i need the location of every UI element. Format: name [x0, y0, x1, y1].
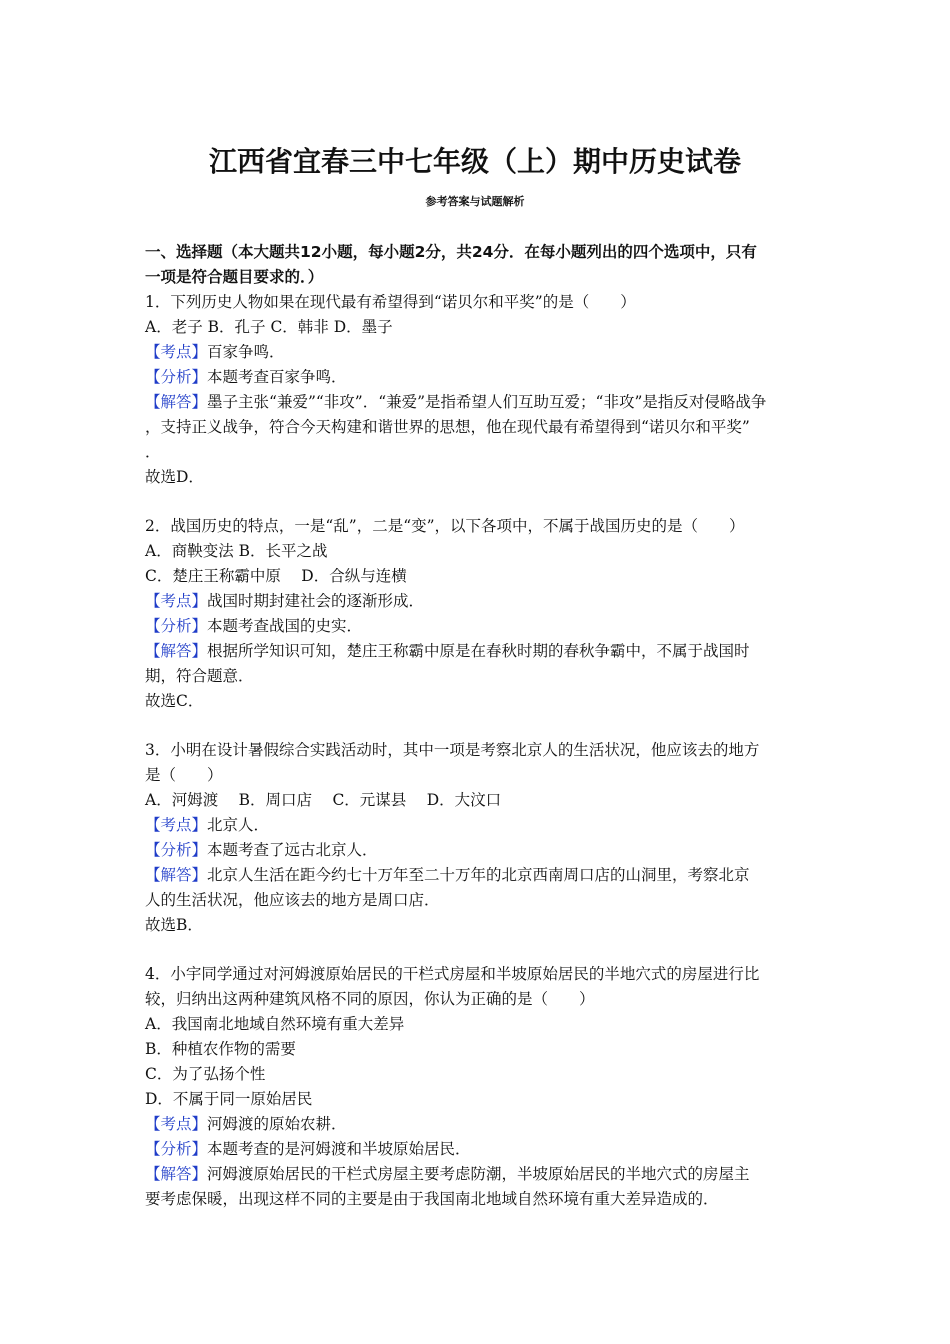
jieda-line: [145, 639, 810, 664]
fenxi-line: [145, 1137, 810, 1162]
section-heading-line: 一、选择题（本大题共12小题，每小题2分，共24分．在每小题列出的四个选项中，只有: [145, 243, 757, 261]
jieda-line-text: 河姆渡原始居民的干栏式房屋主要考虑防潮，半坡原始居民的半地穴式的房屋主: [207, 1165, 750, 1183]
jieda-line: [145, 1162, 810, 1187]
fenxi-line-tag: 【分析】: [145, 841, 208, 859]
page-subtitle: 参考答案与试题解析: [425, 195, 525, 208]
kaodian-line: [145, 589, 810, 614]
question-block: [145, 738, 810, 938]
document-content: [145, 240, 810, 1212]
question-spacer: [145, 714, 810, 738]
jieda-line-tag: 【解答】: [145, 393, 208, 411]
fenxi-line-text: 本题考查了远古北京人．: [207, 841, 378, 859]
fenxi-line: [145, 838, 810, 863]
kaodian-line-tag: 【考点】: [145, 816, 208, 834]
fenxi-line-tag: 【分析】: [145, 368, 208, 386]
jieda-line-text: 根据所学知识可知，楚庄王称霸中原是在春秋时期的春秋争霸中，不属于战国时: [207, 642, 750, 660]
question-spacer: [145, 490, 810, 514]
kaodian-line-tag: 【考点】: [145, 343, 208, 361]
question-block: [145, 514, 810, 714]
fenxi-line-text: 本题考查的是河姆渡和半坡原始居民．: [207, 1140, 471, 1158]
fenxi-line-tag: 【分析】: [145, 1140, 208, 1158]
section-heading-line: 一项是符合题目要求的．）: [145, 268, 324, 286]
jieda-line: [145, 390, 810, 415]
jieda-continuation: 人的生活状况，他应该去的地方是周口店．: [145, 891, 440, 909]
question-stem: 4．小宇同学通过对河姆渡原始居民的干栏式房屋和半坡原始居民的半地穴式的房屋进行比: [145, 965, 760, 983]
jieda-continuation: 要考虑保暖，出现这样不同的主要是由于我国南北地域自然环境有重大差异造成的．: [145, 1190, 719, 1208]
jieda-line-text: 墨子主张“兼爱”“非攻”．“兼爱”是指希望人们互助互爱；“非攻”是指反对侵略战争: [207, 393, 767, 411]
fenxi-line: [145, 365, 810, 390]
answer-line: 故选C．: [145, 692, 204, 710]
fenxi-line-text: 本题考查百家争鸣．: [207, 368, 347, 386]
kaodian-line-text: 河姆渡的原始农耕．: [207, 1115, 347, 1133]
kaodian-line-tag: 【考点】: [145, 592, 208, 610]
question-options: C．为了弘扬个性: [145, 1065, 266, 1083]
kaodian-line-tag: 【考点】: [145, 1115, 208, 1133]
question-stem: 1．下列历史人物如果在现代最有希望得到“诺贝尔和平奖”的是（ ）: [145, 293, 636, 311]
question-stem: 2．战国历史的特点，一是“乱”，二是“变”，以下各项中，不属于战国历史的是（ ）: [145, 517, 745, 535]
question-block: [145, 962, 810, 1212]
answer-line: 故选B．: [145, 916, 203, 934]
question-block: [145, 290, 810, 490]
jieda-continuation: 期，符合题意．: [145, 667, 254, 685]
question-options: A．河姆渡 B．周口店 C．元谋县 D．大汶口: [145, 791, 502, 809]
question-options: A．我国南北地域自然环境有重大差异: [145, 1015, 405, 1033]
question-spacer: [145, 938, 810, 962]
fenxi-line: [145, 614, 810, 639]
question-stem: 较，归纳出这两种建筑风格不同的原因，你认为正确的是（ ）: [145, 990, 595, 1008]
section-heading: [145, 240, 810, 290]
question-options: A．老子 B．孔子 C．韩非 D．墨子: [145, 318, 393, 336]
jieda-line-tag: 【解答】: [145, 642, 208, 660]
question-stem: 3．小明在设计暑假综合实践活动时，其中一项是考察北京人的生活状况，他应该去的地方: [145, 741, 760, 759]
question-options: B．种植农作物的需要: [145, 1040, 296, 1058]
question-options: D．不属于同一原始居民: [145, 1090, 313, 1108]
kaodian-line: [145, 1112, 810, 1137]
jieda-line: [145, 863, 810, 888]
jieda-line-text: 北京人生活在距今约七十万年至二十万年的北京西南周口店的山洞里，考察北京: [207, 866, 750, 884]
question-options: A．商鞅变法 B．长平之战: [145, 542, 328, 560]
fenxi-line-tag: 【分析】: [145, 617, 208, 635]
jieda-continuation: ．: [145, 443, 161, 461]
question-list: [145, 290, 810, 1212]
kaodian-line-text: 北京人．: [207, 816, 270, 834]
page-title: 江西省宜春三中七年级（上）期中历史试卷: [208, 145, 741, 178]
kaodian-line: [145, 340, 810, 365]
jieda-continuation: ，支持正义战争，符合今天构建和谐世界的思想，他在现代最有希望得到“诺贝尔和平奖”: [145, 418, 750, 436]
kaodian-line: [145, 813, 810, 838]
answer-line: 故选D．: [145, 468, 204, 486]
kaodian-line-text: 战国时期封建社会的逐渐形成．: [207, 592, 425, 610]
jieda-line-tag: 【解答】: [145, 1165, 208, 1183]
question-stem: 是（ ）: [145, 766, 223, 784]
kaodian-line-text: 百家争鸣．: [207, 343, 285, 361]
fenxi-line-text: 本题考查战国的史实．: [207, 617, 363, 635]
jieda-line-tag: 【解答】: [145, 866, 208, 884]
question-options: C．楚庄王称霸中原 D．合纵与连横: [145, 567, 407, 585]
